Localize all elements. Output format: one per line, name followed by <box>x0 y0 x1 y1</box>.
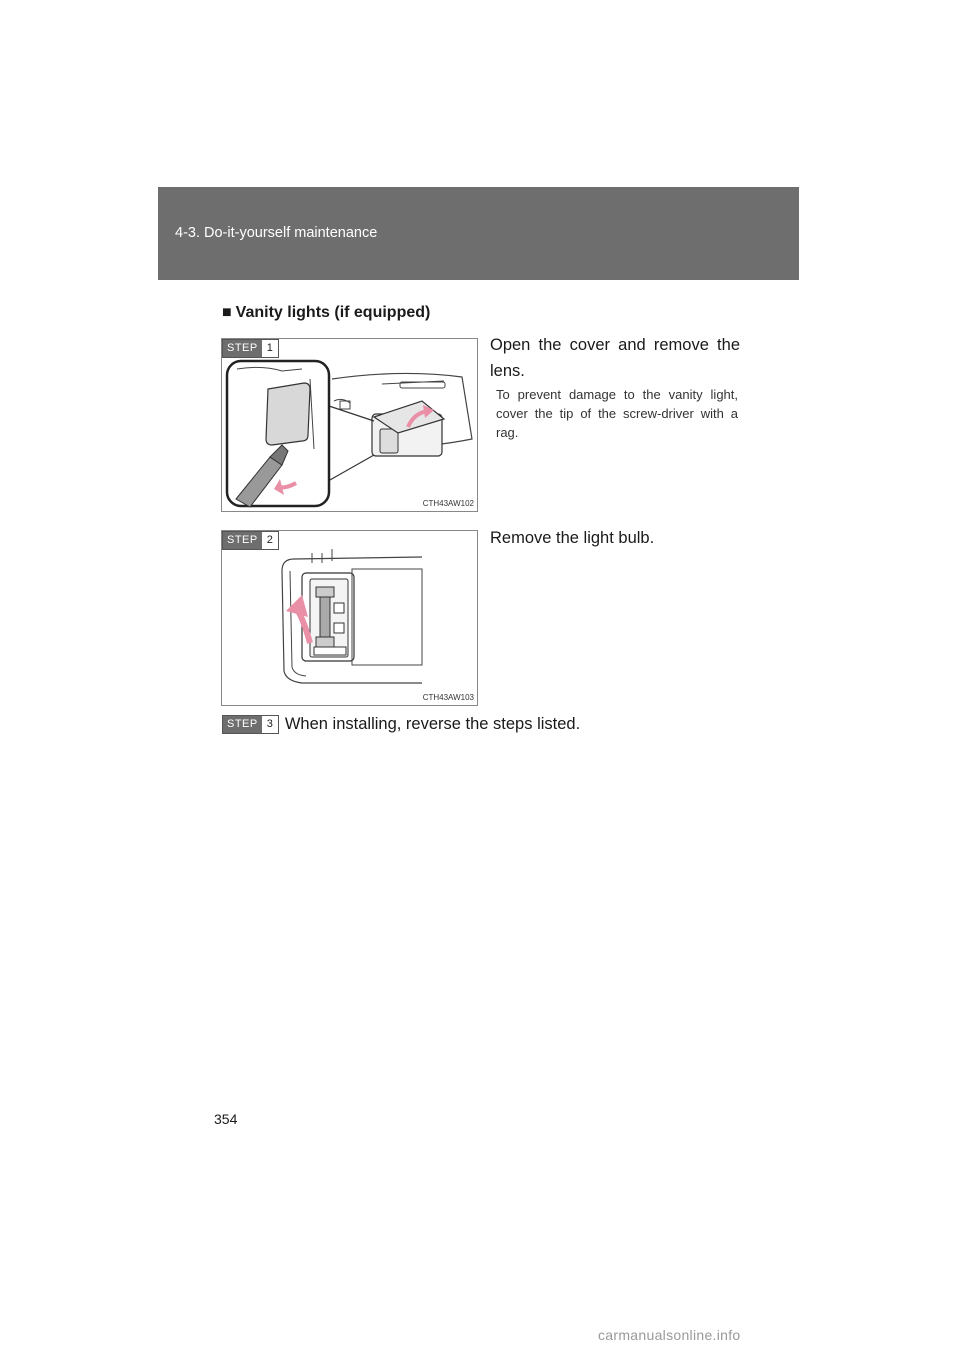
page-number: 354 <box>214 1111 238 1127</box>
step-2-text: Remove the light bulb. <box>490 529 655 547</box>
square-bullet-icon: ■ <box>222 304 232 321</box>
vanity-light-cover-illustration <box>222 339 477 511</box>
figure-step-1 <box>221 338 478 512</box>
step-1-badge: STEP 1 <box>222 339 279 358</box>
figure-code: CTH43AW103 <box>422 693 474 702</box>
figure-code: CTH43AW102 <box>422 499 474 508</box>
section-title-text: Vanity lights (if equipped) <box>235 304 431 321</box>
step-3-row <box>222 715 580 734</box>
step-2-badge: STEP 2 <box>222 531 279 550</box>
figure-step-2 <box>221 530 478 706</box>
step-1-note: To prevent damage to the vanity light, cover the tip of the screw-driver with a rag. <box>496 387 738 440</box>
section-title <box>222 304 430 322</box>
header-band <box>158 187 799 280</box>
section-header: 4-3. Do-it-yourself maintenance <box>175 225 378 241</box>
light-bulb-removal-illustration <box>222 531 477 705</box>
step-1-text: Open the cover and remove the lens. <box>490 336 740 380</box>
watermark: carmanualsonline.info <box>598 1327 741 1343</box>
step-3-badge: STEP 3 <box>222 715 279 734</box>
step-3-text: When installing, reverse the steps listed. <box>284 715 581 733</box>
